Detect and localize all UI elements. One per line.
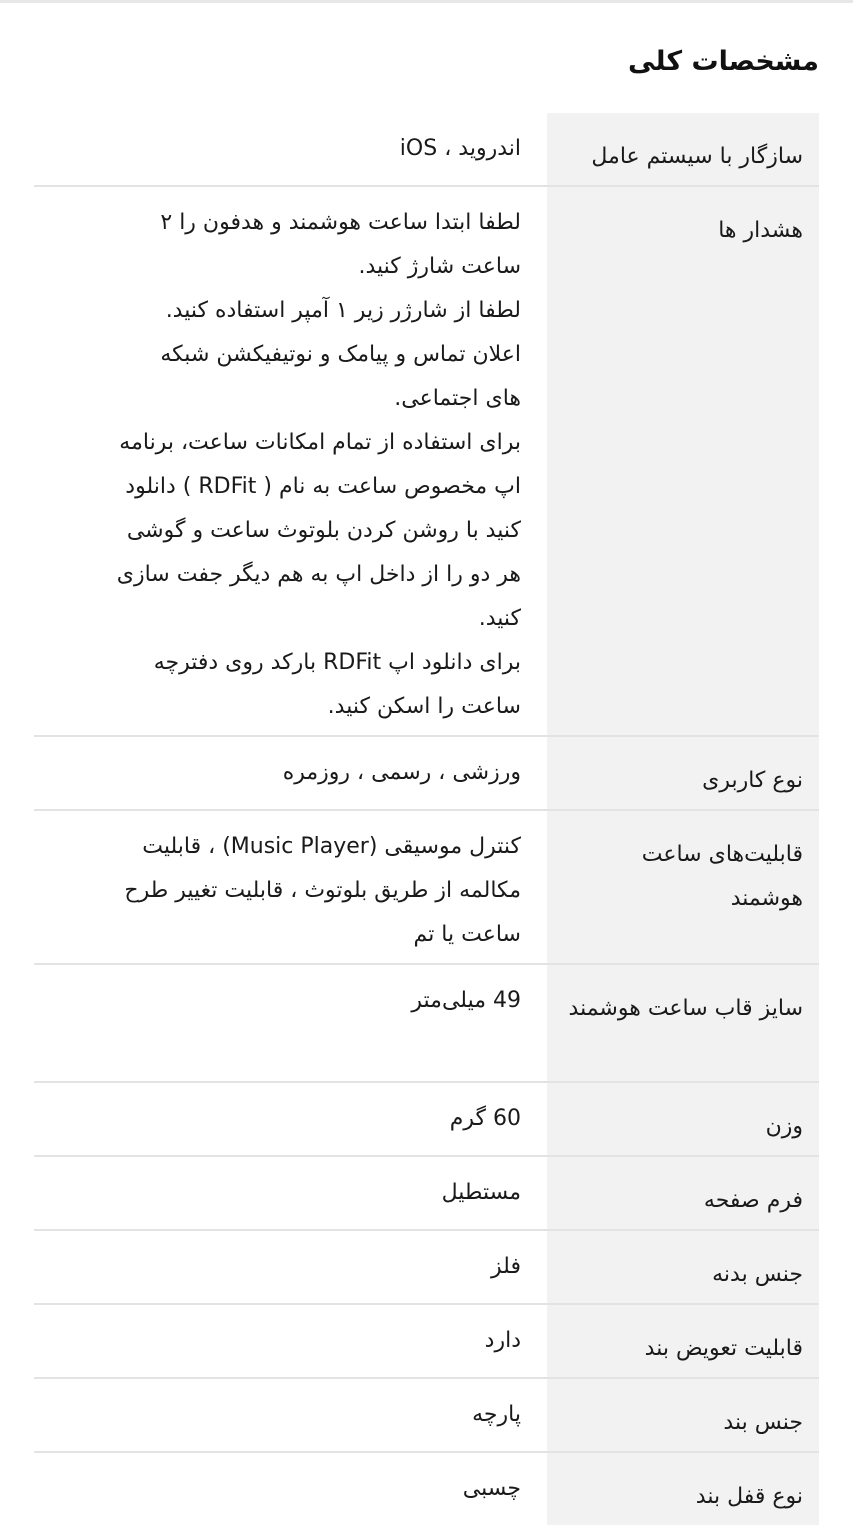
spec-value-line: کنید با روشن کردن بلوتوث ساعت و گوشی bbox=[126, 518, 521, 543]
spec-value-line: لطفا ابتدا ساعت هوشمند و هدفون را ۲ bbox=[160, 210, 521, 235]
spec-key: جنس بدنه bbox=[547, 1231, 819, 1303]
spec-value-line: مکالمه از طریق بلوتوث ، قابلیت تغییر طرح bbox=[124, 878, 521, 903]
spec-value-line: مستطیل bbox=[441, 1180, 521, 1205]
spec-row-weight bbox=[34, 1083, 819, 1157]
spec-table bbox=[34, 113, 819, 1525]
spec-value bbox=[34, 1231, 547, 1303]
spec-value-line: اعلان تماس و پیامک و نوتیفیکشن شبکه bbox=[160, 342, 521, 367]
spec-row-band-material bbox=[34, 1379, 819, 1453]
spec-row-warnings bbox=[34, 187, 819, 737]
spec-key: قابلیت تعویض بند bbox=[547, 1305, 819, 1377]
spec-value-line: ورزشی ، رسمی ، روزمره bbox=[282, 760, 521, 785]
spec-value-line: ساعت شارژ کنید. bbox=[358, 254, 521, 279]
spec-value bbox=[34, 737, 547, 809]
section-title: مشخصات کلی bbox=[628, 46, 819, 77]
spec-value-line: ساعت یا تم bbox=[413, 922, 521, 947]
spec-value bbox=[34, 1083, 547, 1155]
spec-value-line: برای دانلود اپ RDFit بارکد روی دفترچه bbox=[153, 650, 521, 675]
spec-key: هشدار ها bbox=[547, 187, 819, 735]
spec-row-case-size bbox=[34, 965, 819, 1083]
spec-value-line: اپ مخصوص ساعت به نام ( RDFit ) دانلود bbox=[125, 474, 521, 499]
spec-value bbox=[34, 1305, 547, 1377]
spec-key: جنس بند bbox=[547, 1379, 819, 1451]
spec-value-line: 49 میلی‌متر bbox=[411, 988, 521, 1013]
spec-value-line: فلز bbox=[491, 1254, 521, 1279]
spec-value-line: های اجتماعی. bbox=[394, 386, 521, 411]
spec-key: سازگار با سیستم عامل bbox=[547, 113, 819, 185]
spec-value-line: دارد bbox=[484, 1328, 521, 1353]
spec-row-os bbox=[34, 113, 819, 187]
spec-row-body-material bbox=[34, 1231, 819, 1305]
spec-value-line: پارچه bbox=[472, 1402, 521, 1427]
spec-key: وزن bbox=[547, 1083, 819, 1155]
spec-value bbox=[34, 1379, 547, 1451]
spec-value-line: برای استفاده از تمام امکانات ساعت، برنامه bbox=[119, 430, 521, 455]
spec-value bbox=[34, 113, 547, 185]
spec-value-line: کنید. bbox=[478, 606, 521, 631]
spec-value bbox=[34, 187, 547, 735]
spec-row-band-clasp-type bbox=[34, 1453, 819, 1525]
spec-value-line: لطفا از شارژر زیر ۱ آمپر استفاده کنید. bbox=[165, 298, 521, 323]
spec-value bbox=[34, 1453, 547, 1525]
spec-key: قابلیت‌های ساعت هوشمند bbox=[547, 811, 819, 963]
spec-value bbox=[34, 811, 547, 963]
spec-value-line: چسبی bbox=[462, 1476, 521, 1501]
spec-value-line: کنترل موسیقی (Music Player) ، قابلیت bbox=[142, 834, 521, 859]
spec-row-usage-type bbox=[34, 737, 819, 811]
spec-value-line: هر دو را از داخل اپ به هم دیگر جفت سازی bbox=[116, 562, 521, 587]
spec-value-line: ساعت را اسکن کنید. bbox=[327, 694, 521, 719]
spec-key: نوع کاربری bbox=[547, 737, 819, 809]
spec-value bbox=[34, 1157, 547, 1229]
spec-value-line: اندروید ، iOS bbox=[399, 136, 521, 161]
spec-value bbox=[34, 965, 547, 1081]
spec-key: سایز قاب ساعت هوشمند bbox=[547, 965, 819, 1081]
spec-key: نوع قفل بند bbox=[547, 1453, 819, 1525]
top-divider bbox=[0, 0, 853, 3]
spec-key: فرم صفحه bbox=[547, 1157, 819, 1229]
spec-row-band-replaceable bbox=[34, 1305, 819, 1379]
spec-row-smartwatch-features bbox=[34, 811, 819, 965]
spec-value-line: 60 گرم bbox=[449, 1106, 521, 1131]
spec-row-screen-shape bbox=[34, 1157, 819, 1231]
